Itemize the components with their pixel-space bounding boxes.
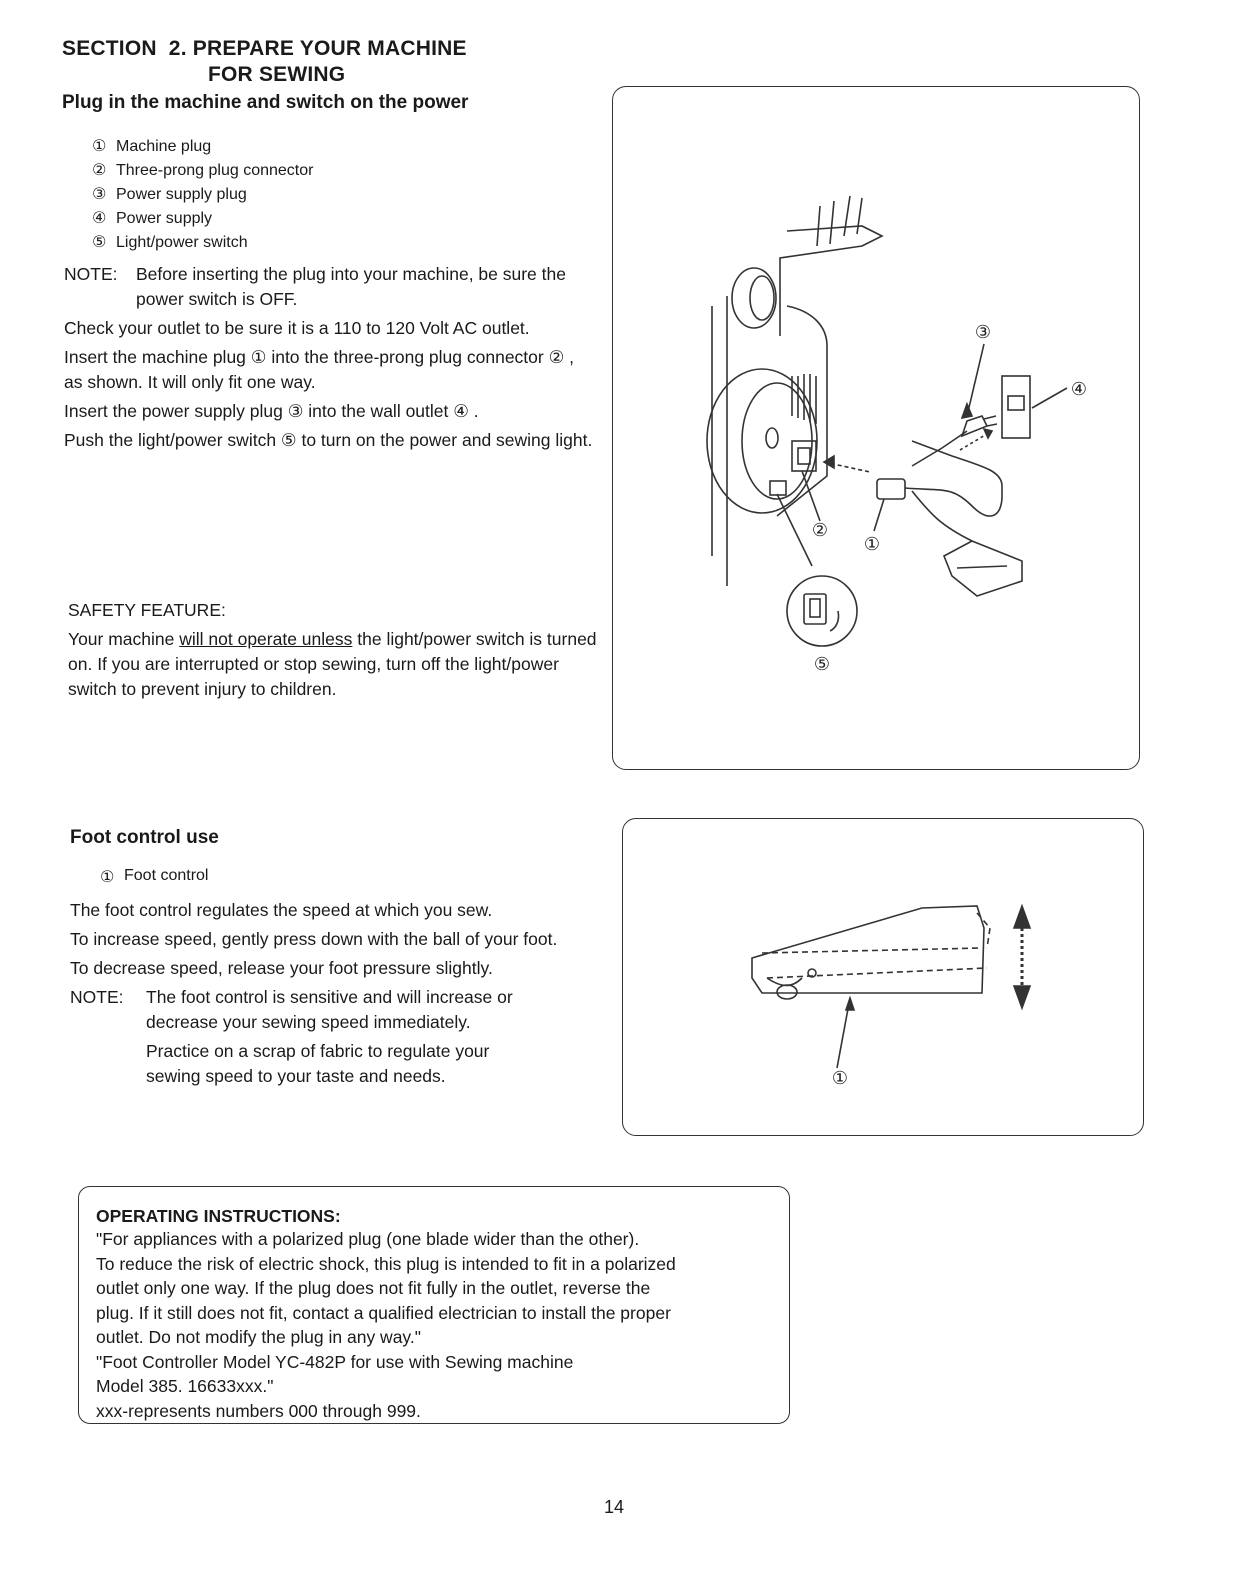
operating-instructions-title: OPERATING INSTRUCTIONS: — [96, 1206, 341, 1226]
list-item: ② Three-prong plug connector — [92, 162, 314, 179]
foot-control-note-2: Practice on a scrap of fabric to regulate your sewing speed to your taste and needs. — [146, 1041, 490, 1086]
list-item: ③ Power supply plug — [92, 186, 247, 203]
foot-control-illustration — [622, 818, 1142, 1134]
paragraph: Check your outlet to be sure it is a 110 to 120 Volt AC outlet. — [64, 318, 530, 338]
operating-instructions — [96, 1206, 786, 1423]
callout-1: ① — [831, 1068, 849, 1088]
foot-control-body — [70, 898, 600, 1089]
operating-line: xxx-represents numbers 000 through 999. — [96, 1400, 421, 1421]
callout-5: ⑤ — [813, 654, 831, 674]
paragraph: To decrease speed, release your foot pressure slightly. — [70, 958, 493, 978]
paragraph: Push the light/power switch ⑤ to turn on the power and sewing light. — [64, 430, 593, 450]
callout-2: ② — [811, 520, 829, 540]
callout-1: ① — [863, 534, 881, 554]
list-item: ⑤ Light/power switch — [92, 234, 248, 251]
paragraph: Insert the machine plug ① into the three-prong plug connector ② , as shown. It will only fit one way. — [64, 347, 575, 392]
callout-3: ③ — [974, 322, 992, 342]
plug-in-heading: Plug in the machine and switch on the power — [62, 92, 469, 113]
operating-line: plug. If it still does not fit, contact a qualified electrician to install the proper — [96, 1302, 671, 1323]
plug-in-body — [64, 262, 594, 453]
plug-in-note: NOTE: Before inserting the plug into your machine, be sure the power switch is OFF. — [64, 264, 566, 309]
operating-line: outlet. Do not modify the plug in any way." — [96, 1327, 421, 1347]
paragraph: Insert the power supply plug ③ into the wall outlet ④ . — [64, 401, 479, 421]
operating-line: To reduce the risk of electric shock, this plug is intended to fit in a polarized — [96, 1253, 676, 1274]
list-item: ① Machine plug — [92, 138, 212, 155]
safety-text: Your machine will not operate unless the light/power switch is turned on. If you are interrupted or stop sewing, turn off the light/power switch to prevent injury to children. — [68, 629, 597, 699]
section-title-line2: FOR SEWING — [208, 63, 346, 86]
operating-line: "Foot Controller Model YC-482P for use with Sewing machine — [96, 1351, 574, 1372]
operating-line: "For appliances with a polarized plug (one blade wider than the other). — [96, 1229, 640, 1249]
foot-control-item: ① Foot control — [100, 867, 209, 886]
parts-list — [92, 135, 313, 255]
foot-control-note: NOTE: The foot control is sensitive and will increase or decrease your sewing speed immediately. — [70, 987, 513, 1032]
operating-line: Model 385. 16633xxx." — [96, 1376, 274, 1396]
plug-illustration — [612, 86, 1138, 768]
callout-4: ④ — [1070, 379, 1088, 399]
operating-line: outlet only one way. If the plug does not fit fully in the outlet, reverse the — [96, 1278, 651, 1298]
foot-control-heading: Foot control use — [70, 827, 219, 848]
safety-title: SAFETY FEATURE: — [68, 600, 226, 620]
paragraph: The foot control regulates the speed at which you sew. — [70, 900, 493, 920]
section-title — [62, 36, 467, 88]
page-number: 14 — [604, 1497, 625, 1517]
section-title-line1: SECTION 2. PREPARE YOUR MACHINE — [62, 37, 467, 60]
list-item: ④ Power supply — [92, 210, 213, 227]
safety-feature — [68, 598, 598, 702]
paragraph: To increase speed, gently press down with the ball of your foot. — [70, 929, 558, 949]
